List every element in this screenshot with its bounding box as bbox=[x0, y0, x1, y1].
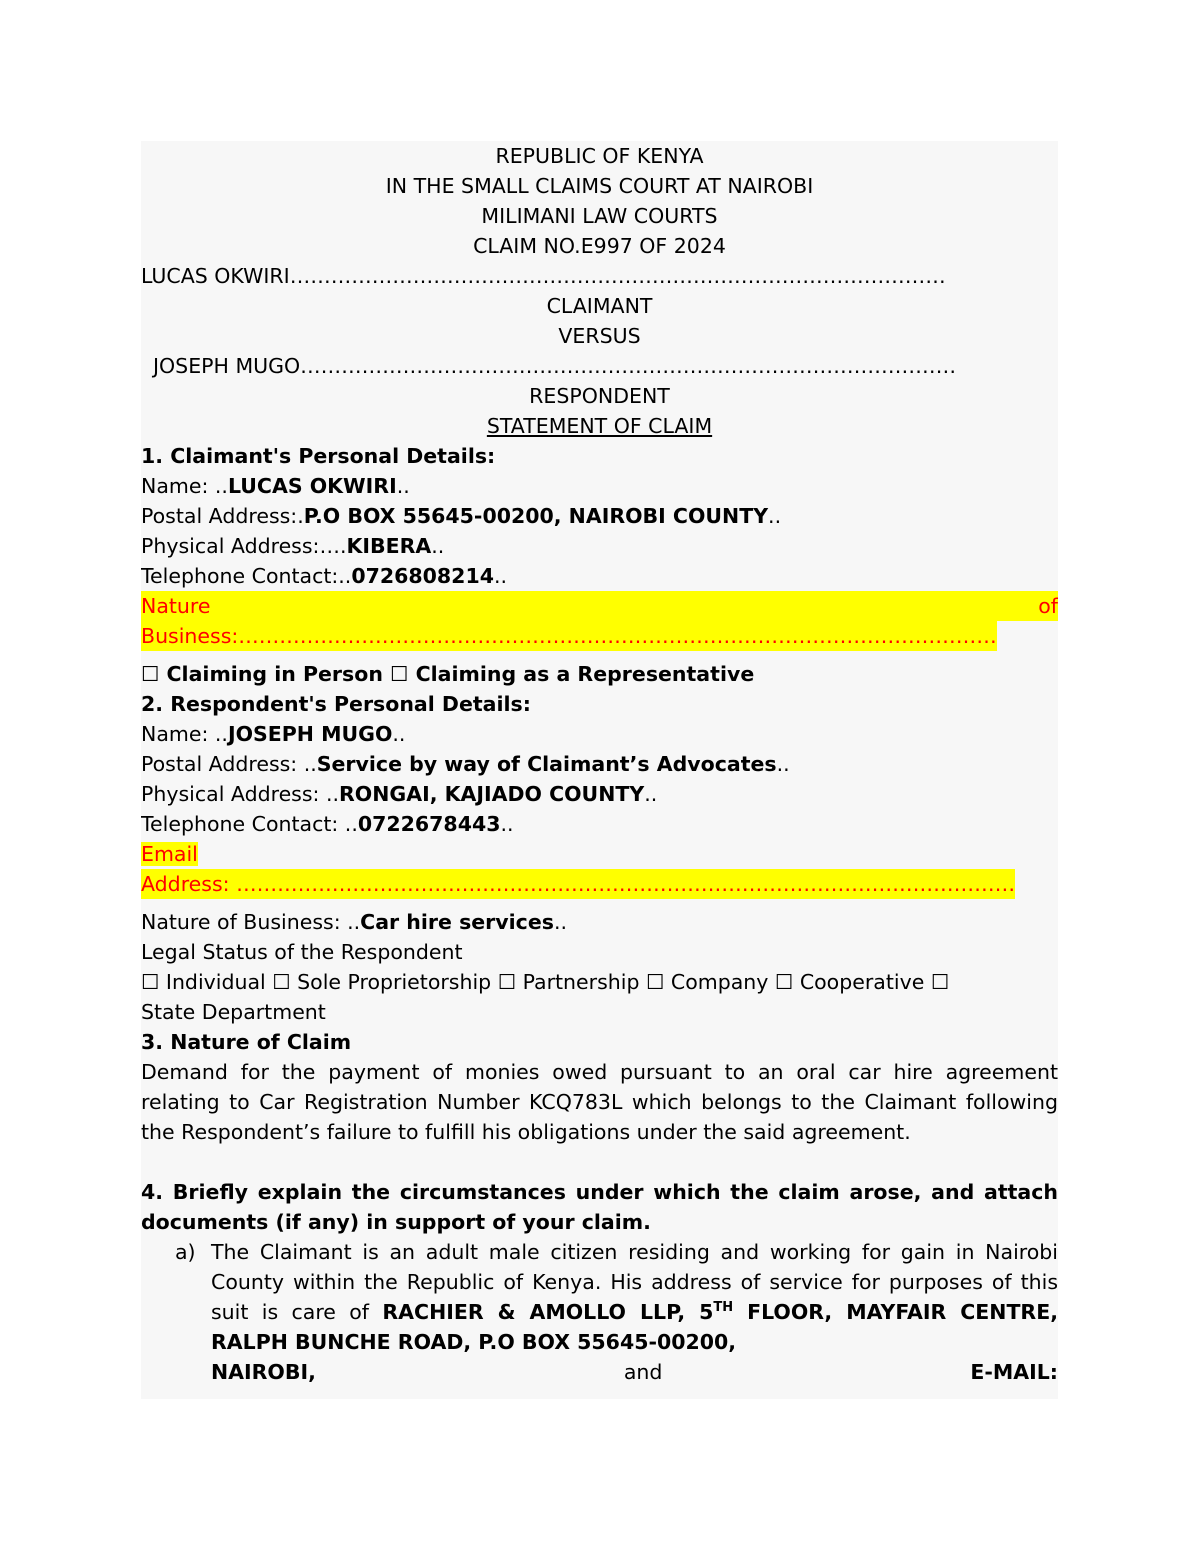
respondent-business-value: Car hire services bbox=[360, 910, 554, 934]
claimant-role: CLAIMANT bbox=[546, 294, 653, 318]
field-suffix: .. bbox=[776, 752, 790, 776]
nature-label-part2: of bbox=[1038, 594, 1058, 618]
field-suffix: .. bbox=[493, 564, 508, 588]
field-label: Telephone Contact: .. bbox=[141, 812, 358, 836]
item-a-and: and bbox=[623, 1360, 663, 1384]
document-page bbox=[141, 141, 1058, 1399]
section-circumstances bbox=[141, 1177, 1058, 1387]
section1-heading: 1. Claimant's Personal Details: bbox=[141, 444, 496, 468]
field-suffix: .. bbox=[392, 722, 406, 746]
header-law-courts: MILIMANI LAW COURTS bbox=[481, 204, 718, 228]
item-a-text: The Claimant is an adult male citizen residing and working for gain in Nairobi County within the Republic of Kenya. His address of service for purposes of this suit is care of bbox=[211, 1240, 1058, 1324]
field-label: Name: .. bbox=[141, 474, 228, 498]
claimant-phone-row bbox=[141, 561, 1058, 591]
claimant-business-field: Business:………………………………………………………………………………………………… bbox=[141, 621, 997, 651]
document-title: STATEMENT OF CLAIM bbox=[486, 414, 713, 438]
section-claimant-details bbox=[141, 441, 1058, 689]
header-republic: REPUBLIC OF KENYA bbox=[495, 144, 704, 168]
field-label: Physical Address: .. bbox=[141, 782, 340, 806]
section-nature-of-claim bbox=[141, 1027, 1058, 1147]
field-suffix: .. bbox=[644, 782, 658, 806]
field-label: Postal Address:. bbox=[141, 504, 304, 528]
field-suffix: .. bbox=[500, 812, 514, 836]
field-suffix: .. bbox=[768, 504, 782, 528]
item-a-email-label: E-MAIL: bbox=[970, 1360, 1058, 1384]
field-suffix: .. bbox=[396, 474, 410, 498]
court-header bbox=[141, 141, 1058, 261]
header-court: IN THE SMALL CLAIMS COURT AT NAIROBI bbox=[385, 174, 814, 198]
claimant-party-line: LUCAS OKWIRI…………………………………………………………………………………… bbox=[141, 264, 946, 288]
claimant-phone-value: 0726808214 bbox=[351, 564, 494, 588]
item-a-address-part2: FLOOR, MAYFAIR CENTRE, RALPH BUNCHE ROAD, P.O BOX 55645-00200, bbox=[211, 1300, 1058, 1354]
section-respondent-details bbox=[141, 689, 1058, 1027]
legal-status-options: ☐ Individual ☐ Sole Proprietorship ☐ Partnership ☐ Company ☐ Cooperative ☐ bbox=[141, 970, 950, 994]
respondent-role: RESPONDENT bbox=[529, 384, 670, 408]
legal-status-options-cont: State Department bbox=[141, 1000, 326, 1024]
field-label: Nature of Business: .. bbox=[141, 910, 361, 934]
spacer bbox=[141, 1147, 1058, 1177]
claimant-physical-value: KIBERA bbox=[346, 534, 432, 558]
claimant-physical-row bbox=[141, 531, 1058, 561]
claimant-name-row bbox=[141, 471, 1058, 501]
respondent-email-field: Address: …………………………………………………………………………………………………… bbox=[141, 869, 1015, 899]
field-suffix: .. bbox=[553, 910, 567, 934]
item-a-address-part1: RACHIER & AMOLLO LLP, 5 bbox=[382, 1300, 714, 1324]
list-item bbox=[141, 1237, 1058, 1387]
respondent-postal-value: Service by way of Claimant’s Advocates bbox=[316, 752, 777, 776]
section2-heading: 2. Respondent's Personal Details: bbox=[141, 692, 531, 716]
respondent-name-value: JOSEPH MUGO bbox=[227, 722, 393, 746]
claimant-postal-value: P.O BOX 55645-00200, NAIROBI COUNTY bbox=[303, 504, 769, 528]
respondent-phone-row bbox=[141, 809, 1058, 839]
item-a-superscript: TH bbox=[713, 1300, 734, 1316]
item-a-city: NAIROBI, bbox=[211, 1360, 316, 1384]
claimant-name-value: LUCAS OKWIRI bbox=[227, 474, 397, 498]
claimant-postal-row bbox=[141, 501, 1058, 531]
field-label: Telephone Contact:.. bbox=[141, 564, 352, 588]
respondent-physical-row bbox=[141, 779, 1058, 809]
claimant-nature-of-business-row bbox=[141, 591, 1058, 621]
respondent-business-row bbox=[141, 907, 1058, 937]
section4-heading: 4. Briefly explain the circumstances under which the claim arose, and attach documents (if any) in support of your claim. bbox=[141, 1180, 1058, 1234]
legal-status-label: Legal Status of the Respondent bbox=[141, 940, 463, 964]
field-label: Name: .. bbox=[141, 722, 228, 746]
respondent-postal-row bbox=[141, 749, 1058, 779]
respondent-phone-value: 0722678443 bbox=[357, 812, 501, 836]
email-label-part1: Email bbox=[141, 842, 198, 866]
respondent-name-row bbox=[141, 719, 1058, 749]
respondent-party-line: JOSEPH MUGO…………………………………………………………………………………… bbox=[153, 354, 957, 378]
header-claim-number: CLAIM NO.E997 OF 2024 bbox=[473, 234, 726, 258]
versus-label: VERSUS bbox=[558, 324, 641, 348]
claiming-options: ☐ Claiming in Person ☐ Claiming as a Representative bbox=[141, 662, 755, 686]
respondent-physical-value: RONGAI, KAJIADO COUNTY bbox=[339, 782, 645, 806]
field-label: Postal Address: .. bbox=[141, 752, 317, 776]
nature-label-part1: Nature bbox=[141, 594, 211, 618]
field-suffix: .. bbox=[431, 534, 445, 558]
item-a-last-line bbox=[211, 1357, 1058, 1387]
list-marker: a) bbox=[175, 1240, 196, 1264]
section3-heading: 3. Nature of Claim bbox=[141, 1030, 352, 1054]
nature-of-claim-body: Demand for the payment of monies owed pursuant to an oral car hire agreement relating to Car Registration Number KCQ783L which belongs to the Claimant following the Respondent’s failure to fulfill his obligations under the said agreement. bbox=[141, 1060, 1058, 1144]
field-label: Physical Address:…. bbox=[141, 534, 347, 558]
